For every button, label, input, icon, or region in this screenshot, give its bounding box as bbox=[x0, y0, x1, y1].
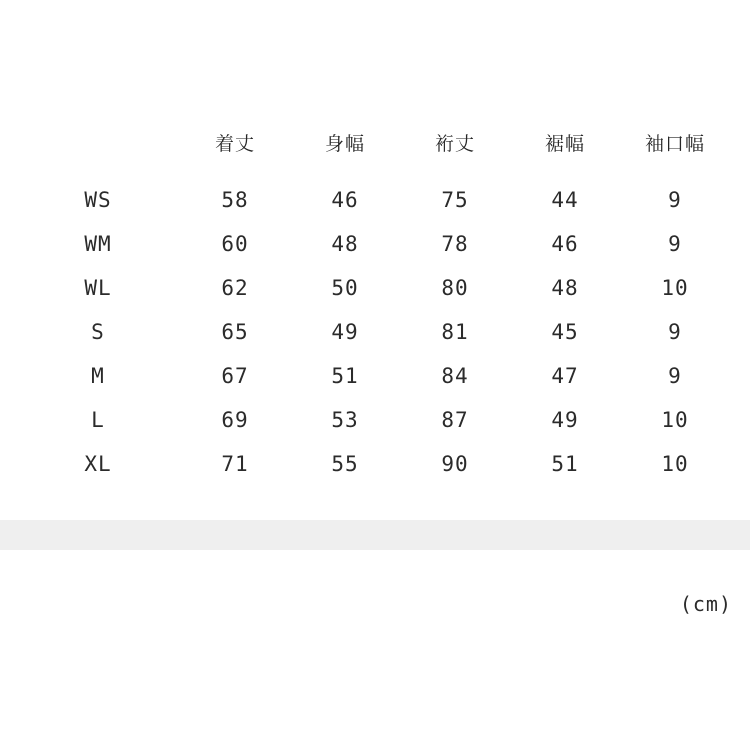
cell-s-yukitake: 81 bbox=[441, 320, 469, 344]
column-header-kitake: 着丈 bbox=[214, 132, 255, 155]
row-label-l: L bbox=[91, 408, 105, 432]
row-label-ws: WS bbox=[84, 188, 112, 212]
cell-wm-kitake: 60 bbox=[221, 232, 249, 256]
cell-l-kitake: 69 bbox=[221, 408, 249, 432]
row-label-xl: XL bbox=[84, 452, 112, 476]
row-label-wl: WL bbox=[84, 276, 112, 300]
cell-wl-sodeguchihaba: 10 bbox=[661, 276, 689, 300]
table-row bbox=[40, 266, 730, 310]
cell-xl-sodeguchihaba: 10 bbox=[661, 452, 689, 476]
table-row bbox=[40, 222, 730, 266]
cell-ws-mihaba: 46 bbox=[331, 188, 359, 212]
cell-xl-mihaba: 55 bbox=[331, 452, 359, 476]
cell-ws-yukitake: 75 bbox=[441, 188, 469, 212]
cell-wm-susohaba: 46 bbox=[551, 232, 579, 256]
table-header bbox=[40, 120, 730, 178]
size-chart-table bbox=[40, 120, 730, 486]
table-row bbox=[40, 398, 730, 442]
cell-l-mihaba: 53 bbox=[331, 408, 359, 432]
cell-s-kitake: 65 bbox=[221, 320, 249, 344]
cell-ws-kitake: 58 bbox=[221, 188, 249, 212]
cell-m-kitake: 67 bbox=[221, 364, 249, 388]
table-row bbox=[40, 354, 730, 398]
cell-ws-sodeguchihaba: 9 bbox=[668, 188, 682, 212]
cell-m-susohaba: 47 bbox=[551, 364, 579, 388]
cell-wl-susohaba: 48 bbox=[551, 276, 579, 300]
cell-l-sodeguchihaba: 10 bbox=[661, 408, 689, 432]
cell-m-sodeguchihaba: 9 bbox=[668, 364, 682, 388]
cell-wm-mihaba: 48 bbox=[331, 232, 359, 256]
header-row bbox=[40, 120, 730, 178]
cell-xl-susohaba: 51 bbox=[551, 452, 579, 476]
cell-s-susohaba: 45 bbox=[551, 320, 579, 344]
header-corner bbox=[40, 120, 180, 178]
column-header-sodeguchihaba: 袖口幅 bbox=[644, 132, 705, 155]
table-row bbox=[40, 178, 730, 222]
cell-s-mihaba: 49 bbox=[331, 320, 359, 344]
unit-note: (cm) bbox=[679, 592, 732, 616]
row-label-wm: WM bbox=[84, 232, 112, 256]
column-header-yukitake: 裄丈 bbox=[434, 132, 475, 155]
cell-wm-yukitake: 78 bbox=[441, 232, 469, 256]
row-label-m: M bbox=[91, 364, 105, 388]
column-header-susohaba: 裾幅 bbox=[544, 132, 585, 155]
cell-wm-sodeguchihaba: 9 bbox=[668, 232, 682, 256]
cell-xl-kitake: 71 bbox=[221, 452, 249, 476]
cell-xl-yukitake: 90 bbox=[441, 452, 469, 476]
cell-m-yukitake: 84 bbox=[441, 364, 469, 388]
table-row bbox=[40, 442, 730, 486]
cell-wl-mihaba: 50 bbox=[331, 276, 359, 300]
cell-l-susohaba: 49 bbox=[551, 408, 579, 432]
cell-ws-susohaba: 44 bbox=[551, 188, 579, 212]
cell-wl-kitake: 62 bbox=[221, 276, 249, 300]
column-header-mihaba: 身幅 bbox=[324, 132, 365, 155]
table-row bbox=[40, 310, 730, 354]
cell-m-mihaba: 51 bbox=[331, 364, 359, 388]
cell-s-sodeguchihaba: 9 bbox=[668, 320, 682, 344]
divider-band bbox=[0, 520, 750, 550]
table-body bbox=[40, 178, 730, 486]
cell-l-yukitake: 87 bbox=[441, 408, 469, 432]
row-label-s: S bbox=[91, 320, 105, 344]
cell-wl-yukitake: 80 bbox=[441, 276, 469, 300]
